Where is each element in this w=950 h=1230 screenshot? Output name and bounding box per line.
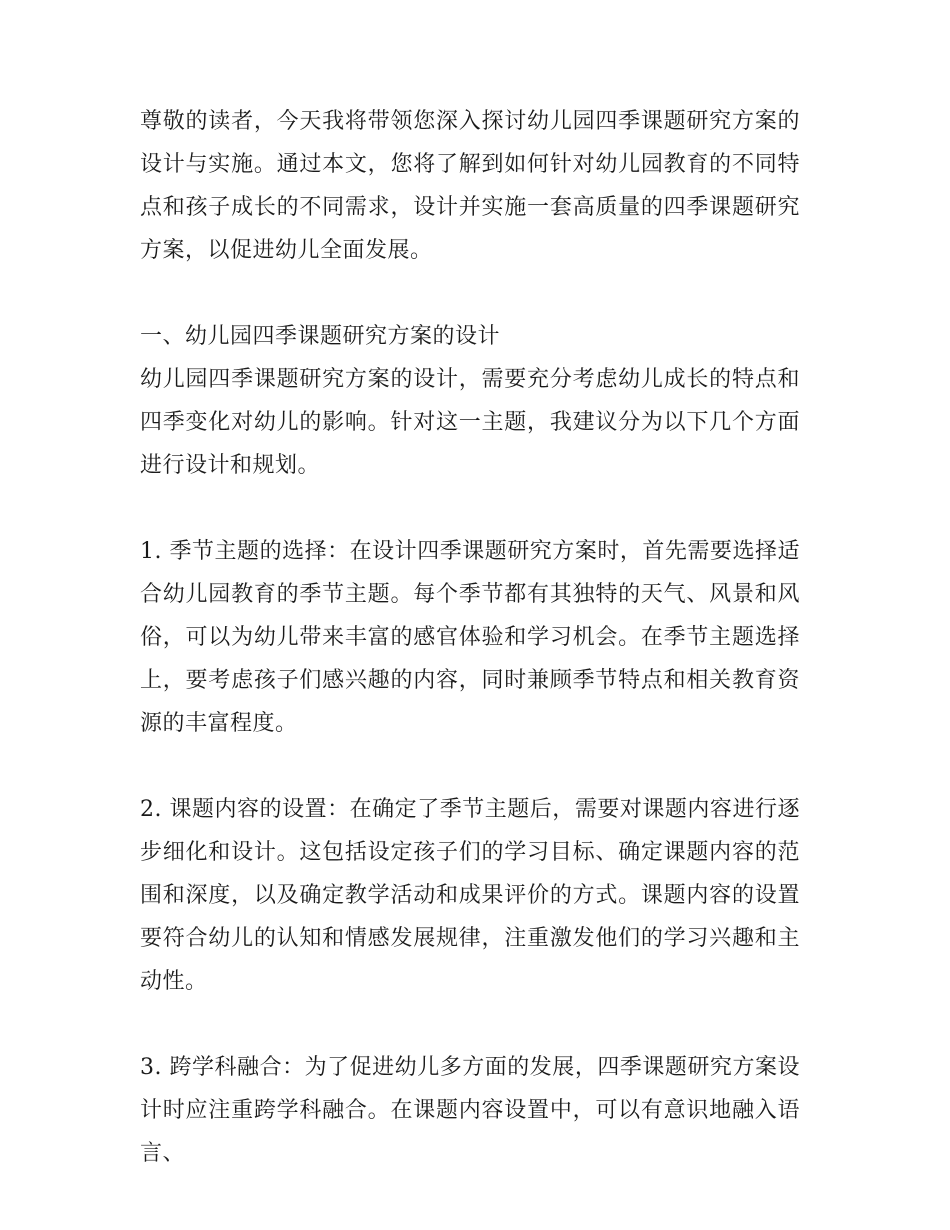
document-body	[140, 100, 800, 1175]
section-1-lead-paragraph: 幼儿园四季课题研究方案的设计，需要充分考虑幼儿成长的特点和四季变化对幼儿的影响。针对这一主题，我建议分为以下几个方面进行设计和规划。	[140, 367, 800, 478]
intro-paragraph: 尊敬的读者，今天我将带领您深入探讨幼儿园四季课题研究方案的设计与实施。通过本文，您将了解到如何针对幼儿园教育的不同特点和孩子成长的不同需求，设计并实施一套高质量的四季课题研究方案，以促进幼儿全面发展。	[140, 109, 800, 263]
item-1-paragraph: 1. 季节主题的选择：在设计四季课题研究方案时，首先需要选择适合幼儿园教育的季节主题。每个季节都有其独特的天气、风景和风俗，可以为幼儿带来丰富的感官体验和学习机会。在季节主题选择上，要考虑孩子们感兴趣的内容，同时兼顾季节特点和相关教育资源的丰富程度。	[140, 539, 800, 736]
item-3-paragraph: 3. 跨学科融合：为了促进幼儿多方面的发展，四季课题研究方案设计时应注重跨学科融合。在课题内容设置中，可以有意识地融入语言、	[140, 1055, 800, 1166]
item-2-paragraph: 2. 课题内容的设置：在确定了季节主题后，需要对课题内容进行逐步细化和设计。这包括设定孩子们的学习目标、确定课题内容的范围和深度，以及确定教学活动和成果评价的方式。课题内容的设置要符合幼儿的认知和情感发展规律，注重激发他们的学习兴趣和主动性。	[140, 797, 800, 994]
section-1-heading: 一、幼儿园四季课题研究方案的设计	[140, 324, 501, 349]
